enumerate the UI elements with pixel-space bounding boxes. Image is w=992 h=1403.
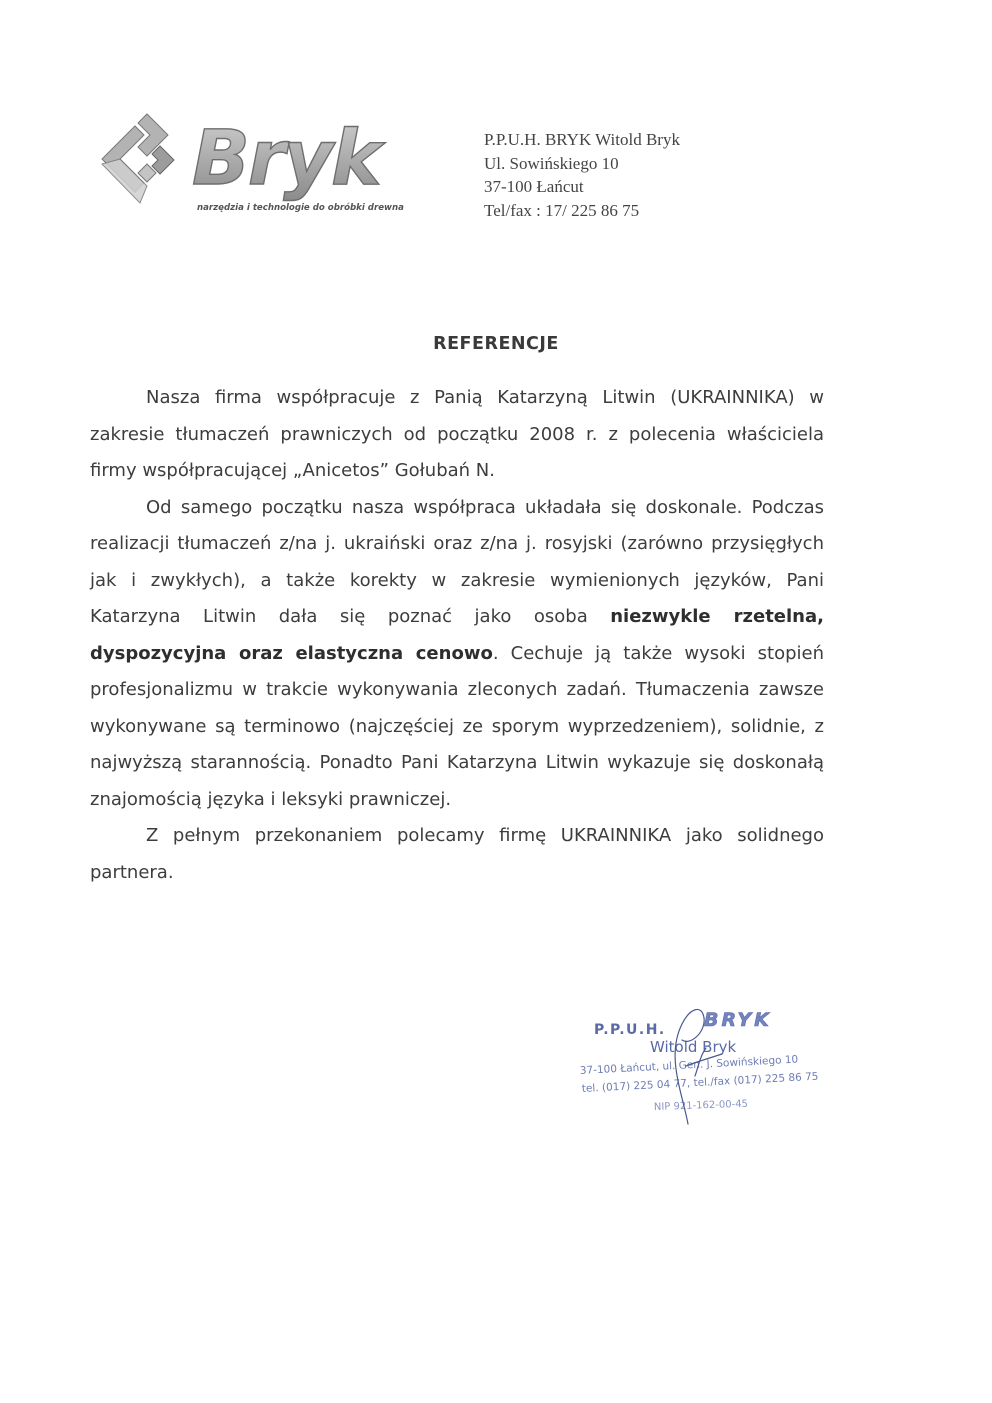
paragraph-2-emphasis: niezwykle rzetelna, dyspozycyjna oraz elastyczna cenowo — [90, 606, 824, 664]
paragraph-2-end: . Cechuje ją także wysoki stopień profesjonalizmu w trakcie wykonywania zleconych zadań. Tłumaczenia zawsze wykonywane są terminowo (najczęściej ze sporym wyprzedzeniem), solidnie, z najwyższą starannością. Ponadto Pani Katarzyna Litwin wykazuje się doskonałą znajomością języka i leksyki prawniczej. — [90, 642, 825, 810]
logo-tagline: narzędzia i technologie do obróbki drewna — [197, 203, 404, 213]
company-city: 37-100 Łańcut — [484, 177, 584, 196]
company-name: P.P.U.H. BRYK Witold Bryk — [484, 130, 680, 149]
stamp-brand: BRYK — [704, 1009, 772, 1031]
paragraph-2-start: Od samego początku nasza współpraca układała się doskonale. Podczas realizacji tłumaczeń z/na j. ukraiński oraz z/na j. rosyjski (zarówno przysięgłych jak i zwykłych), a także korekty w zakresie wymienionych języków, Pani Katarzyna Litwin dała się poznać jako osoba — [90, 496, 824, 627]
stamp-line-3: 37-100 Łańcut, ul. Gen. J. Sowińskiego 10 — [579, 1053, 799, 1077]
document-title: REFERENCJE — [433, 334, 559, 354]
stamp-line-2: Witold Bryk — [650, 1038, 737, 1056]
logo-wordmark: Bryk — [192, 113, 380, 202]
logo-chevron-icon — [102, 114, 174, 203]
stamp-line-5: NIP 921-162-00-45 — [653, 1098, 749, 1113]
paragraph-2 — [90, 490, 824, 819]
company-phone: Tel/fax : 17/ 225 86 75 — [484, 200, 640, 220]
stamp-line-4: tel. (017) 225 04 77, tel./fax (017) 225 86 75 — [581, 1070, 819, 1095]
company-address-block — [484, 128, 680, 222]
letterhead — [100, 108, 740, 238]
stamp-line-1: P.P.U.H. — [594, 1022, 666, 1038]
paragraph-1: Nasza firma współpracuje z Panią Katarzyną Litwin (UKRAINNIKA) w zakresie tłumaczeń prawniczych od początku 2008 r. z polecenia właściciela firmy współpracującej „Anicetos” Gołubań N. — [90, 387, 824, 481]
paragraph-3: Z pełnym przekonaniem polecamy firmę UKRAINNIKA jako solidnego partnera. — [90, 825, 824, 883]
bryk-logo — [100, 108, 470, 226]
company-street: Ul. Sowińskiego 10 — [484, 153, 619, 173]
company-stamp — [570, 996, 860, 1126]
document-body — [90, 380, 824, 891]
